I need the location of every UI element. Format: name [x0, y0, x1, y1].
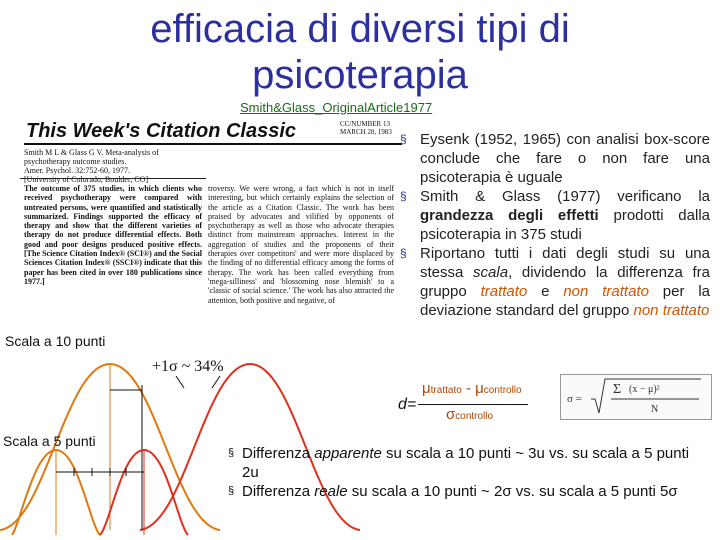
bullet-list-bottom — [228, 444, 698, 501]
slide-title — [0, 6, 720, 98]
bullet-list-top — [398, 130, 710, 320]
formula-numerator — [422, 380, 522, 397]
clipping-cc — [340, 120, 392, 136]
bullet-item — [228, 444, 698, 482]
formula-d: d= — [398, 396, 417, 413]
ref-line: Amer. Psychol. 32:752-60, 1977. — [24, 166, 130, 175]
bullet-text-highlight: non trattato — [633, 302, 710, 319]
commentary-text: troversy. We were wrong, a fact which is not in itself interesting, but which certainly explains the selection of the article as a Citation Classic. The work has been praised by advocates and vilified by opponents of psychotherapy as well as those who advocate therapies distinct from mainstream approaches. Interest in the aggregation of studies and the proponents of their therapies over competitors' and were more displaced by the finding of no differential efficacy among the forms of therapy. The work has been called everything from 'mega-silliness' and 'blossoming nose blemish' to a 'classic of social science.' The work has also attracted the attention, both positive and negative, of — [208, 184, 394, 305]
formula-sigma: σ — [446, 406, 456, 423]
bullet-text: per la deviazione standard del gruppo — [420, 283, 710, 319]
bullet-item — [228, 482, 698, 501]
sd-formula-graphic — [561, 375, 711, 419]
ref-line: psychotherapy outcome studies. — [24, 157, 127, 166]
bullet-text: Riportano tutti i dati degli studi su una stessa — [420, 245, 710, 281]
bullet-marker: § — [228, 447, 235, 459]
bullet-text-italic: scala — [473, 264, 509, 281]
bullet-marker: § — [400, 246, 407, 260]
formula-fraction-bar — [418, 404, 528, 405]
bullet-item — [398, 244, 710, 320]
formula-minus: - — [461, 380, 476, 397]
abstract-text: The outcome of 375 studies, in which clients who received psychotherapy were compared with untreated persons, were quantified and statistically summarized. Findings supported the efficacy of therapy and show that the different varieties of therapy do not produce differential effects. Both good and poor designs produced positive effects. [The Science Citation Index® (SCI®) and the Social Sciences Citation Index® (SSCI®) indicate that this paper has been cited in over 180 publications since 1977.] — [24, 184, 202, 286]
bullet-text: , dividendo la differenza fra gruppo — [420, 264, 710, 300]
formula-mu: μ — [422, 380, 431, 397]
bullet-text: su scala a 10 punti ~ 3u vs. su scala a 5 punti 2u — [242, 445, 690, 481]
bullet-text: Smith & Glass (1977) verificano la — [420, 188, 710, 205]
citation-classic-clipping — [14, 118, 406, 356]
svg-text:σ =: σ = — [567, 393, 582, 405]
cc-line: CC/NUMBER 13 — [340, 120, 390, 128]
bullet-marker: § — [400, 189, 407, 203]
sigma-annotation: +1σ ~ 34% — [152, 358, 224, 375]
ref-line: [University of Colorado, Boulder, CO] — [24, 175, 149, 184]
formula-sub: controllo — [483, 385, 522, 396]
scale-5-label: Scala a 5 punti — [3, 433, 96, 449]
tick-10pt — [212, 376, 220, 388]
bullet-text: Eysenk (1952, 1965) con analisi box-score conclude che fare o non fare una psicoterapia è uguale — [420, 131, 710, 186]
source-link[interactable]: Smith&Glass_OriginalArticle1977 — [240, 100, 433, 115]
svg-text:N: N — [651, 404, 659, 415]
bullet-text: Differenza — [242, 483, 315, 500]
sd-formula-image — [560, 374, 712, 420]
formula-denominator — [446, 406, 493, 423]
svg-text:(x − μ)²: (x − μ)² — [629, 384, 660, 395]
bullet-text-bold: grandezza degli effetti — [420, 207, 599, 224]
formula-sub: controllo — [455, 411, 494, 422]
bullet-marker: § — [228, 485, 235, 497]
bullet-text: Differenza — [242, 445, 315, 462]
bullet-text: prodotti dalla psicoterapia in 375 studi — [420, 207, 710, 243]
bullet-text: e — [527, 283, 564, 300]
title-line-2: psicoterapia — [252, 53, 468, 97]
bullet-text-highlight: trattato — [480, 283, 528, 300]
bullet-item — [398, 187, 710, 244]
tick-10pt — [176, 376, 184, 388]
svg-text:Σ: Σ — [613, 382, 622, 397]
bullet-text-italic: reale — [314, 483, 348, 500]
clipping-heading: This Week's Citation Classic — [26, 120, 297, 142]
formula-sub: trattato — [430, 385, 462, 396]
bullet-item — [398, 130, 710, 187]
bullet-text-highlight: non trattato — [563, 283, 649, 300]
scale-10-label: Scala a 10 punti — [5, 333, 106, 349]
bullet-marker: § — [400, 132, 407, 146]
bullet-text-italic: apparente — [314, 445, 382, 462]
formula-mu: μ — [475, 380, 484, 397]
clipping-rule — [24, 143, 402, 145]
cc-line: MARCH 28, 1983 — [340, 128, 392, 136]
title-line-1: efficacia di diversi tipi di — [150, 7, 570, 51]
bullet-text: su scala a 10 punti ~ 2σ vs. su scala a 5 punti 5σ — [347, 483, 678, 500]
ref-line: Smith M L & Glass G V. Meta-analysis of — [24, 148, 159, 157]
